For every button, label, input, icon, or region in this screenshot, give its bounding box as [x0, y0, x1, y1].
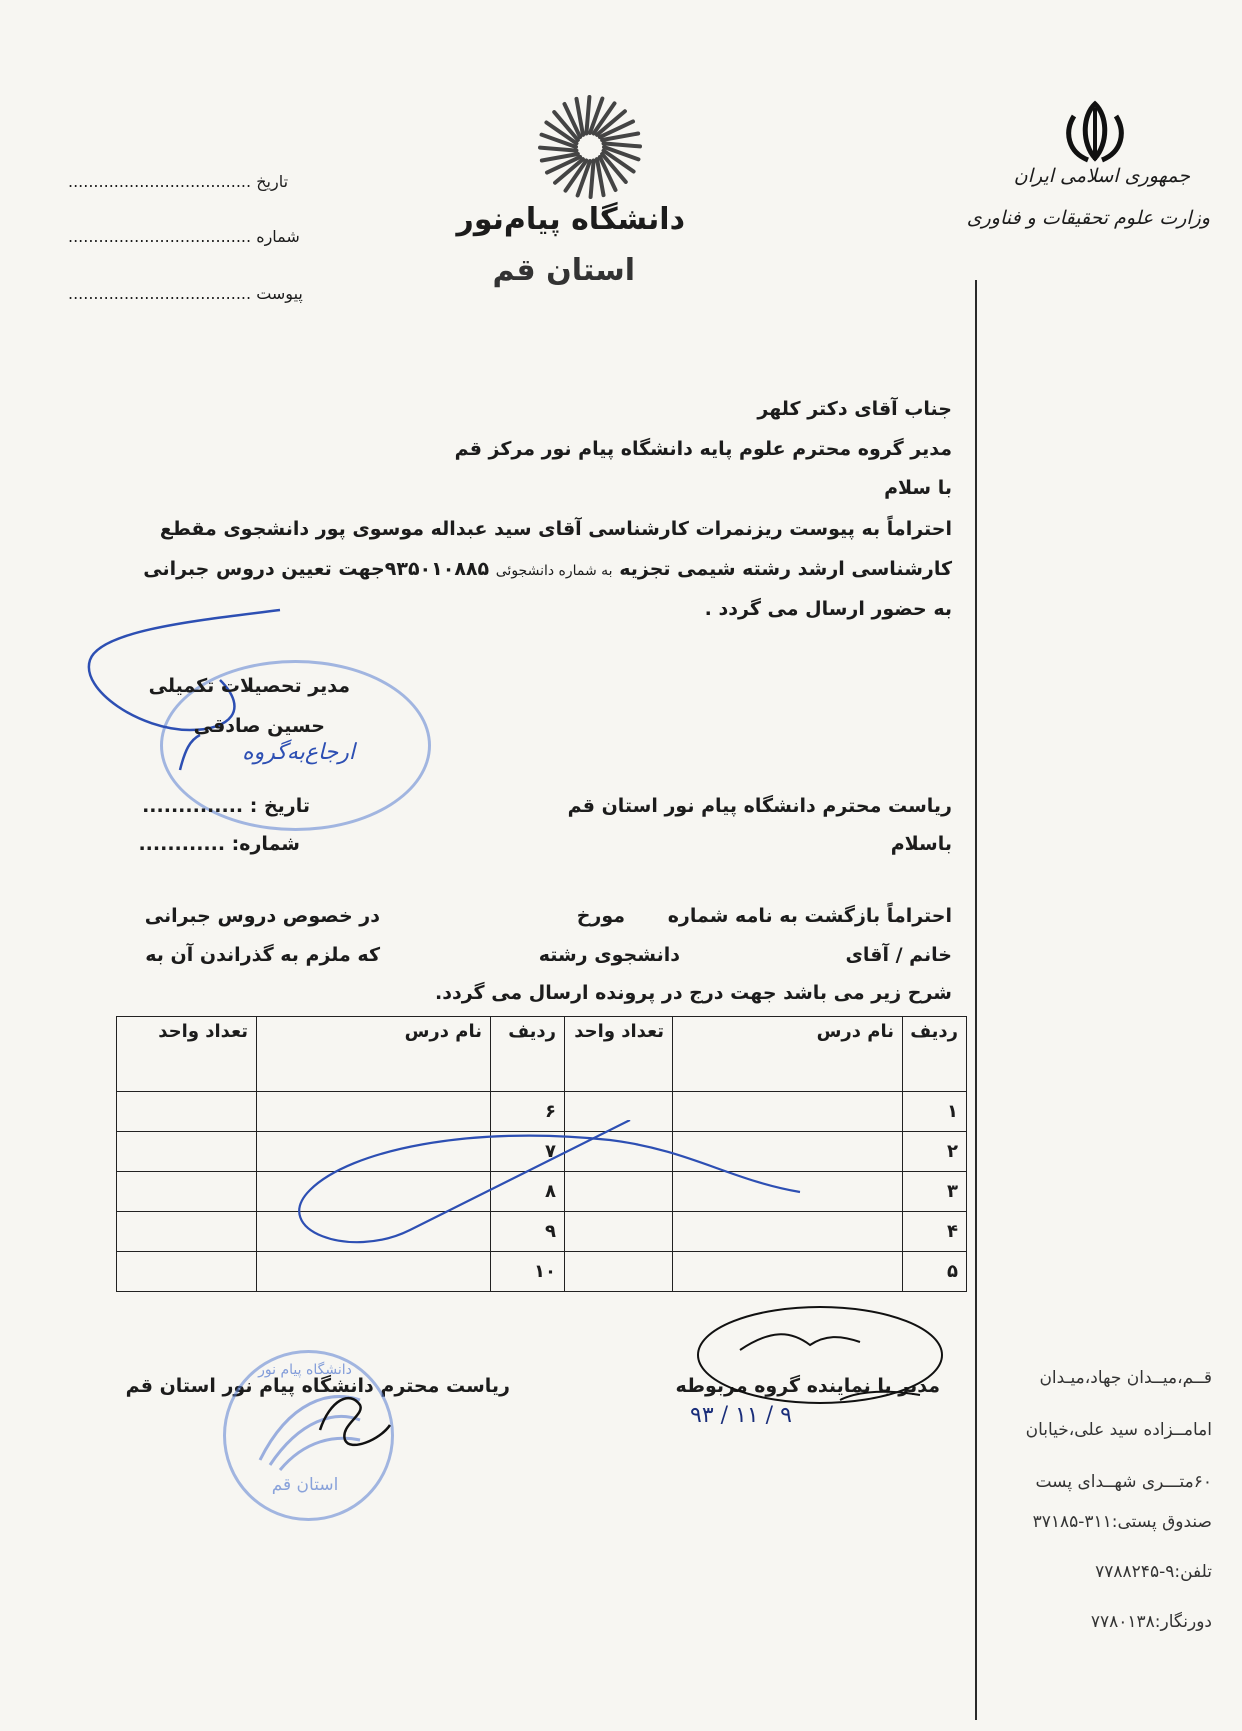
logo-ray — [591, 161, 594, 197]
department-signature-icon — [690, 1290, 950, 1420]
handwritten-date: ۹۳ / ۱۱ / ۹ — [690, 1403, 792, 1428]
stamp-ring-text: دانشگاه پیام نور — [258, 1362, 352, 1378]
col-header-course-2: نام درس — [257, 1017, 491, 1092]
paragraph-line-1: احتراماً به پیوست ریزنمرات کارشناسی آقای سید عبداله موسوی پور دانشجوی مقطع — [159, 518, 952, 540]
university-name: دانشگاه پیام‌نور — [456, 202, 685, 237]
greeting: با سلام — [884, 477, 952, 499]
table-cell — [117, 1092, 257, 1132]
right-signer-title: مدیر یا نماینده گروه مربوطه — [675, 1375, 940, 1397]
ir-ministry-text: وزارت علوم تحقیقات و فناوری — [966, 207, 1210, 229]
recipient: مدیر گروه محترم علوم پایه دانشگاه پیام نور مرکز قم — [454, 438, 952, 460]
iran-emblem-icon — [1060, 98, 1130, 168]
table-cell: ۶ — [491, 1092, 565, 1132]
strike-through-squiggle-icon — [290, 1120, 810, 1250]
address-line-3: ۶۰متـــری شهــدای پست — [1035, 1472, 1212, 1492]
address-fax: دورنگار:۷۷۸۰۱۳۸ — [1090, 1612, 1212, 1632]
handwritten-referral: ارجاع‌به‌گروه — [242, 740, 355, 765]
table-cell — [257, 1252, 491, 1292]
reply-greeting: باسلام — [890, 833, 952, 855]
col-header-units-2: تعداد واحد — [117, 1017, 257, 1092]
left-signer-title: ریاست محترم دانشگاه پیام نور استان قم — [125, 1375, 510, 1397]
stamp-province-text: استان قم — [271, 1475, 339, 1495]
col-header-row-no-2: ردیف — [491, 1017, 565, 1092]
reply-line2-right: خانم / آقای — [845, 944, 952, 966]
address-line-1: قــم،میــدان جهاد،میـدان — [1039, 1368, 1212, 1388]
reply-date: تاریخ : .............. — [142, 795, 310, 817]
salutation: جناب آقای دکتر کلهر — [757, 398, 952, 420]
table-cell — [117, 1172, 257, 1212]
table-cell: ۵ — [903, 1252, 967, 1292]
reply-line3: شرح زیر می باشد جهت درج در پرونده ارسال می گردد. — [435, 982, 952, 1004]
province-name: استان قم — [492, 253, 635, 288]
table-cell: ۷ — [491, 1132, 565, 1172]
col-header-row-no-1: ردیف — [903, 1017, 967, 1092]
table-row — [117, 1252, 967, 1292]
attachment-field: .................................... پیوست — [68, 284, 303, 303]
address-line-2: امامــزاده سید علی،خیابان — [1025, 1420, 1212, 1440]
table-cell: ۴ — [903, 1212, 967, 1252]
table-cell — [117, 1212, 257, 1252]
reply-line1-mid: مورخ — [576, 905, 625, 927]
address-line-4: صندوق پستی:۳۱۱-۳۷۱۸۵ — [1032, 1512, 1212, 1532]
col-header-units-1: تعداد واحد — [565, 1017, 673, 1092]
address-phone: تلفن:۹-۷۷۸۸۲۴۵ — [1095, 1562, 1212, 1582]
table-cell — [565, 1252, 673, 1292]
col-header-course-1: نام درس — [673, 1017, 903, 1092]
table-cell: ۱۰ — [491, 1252, 565, 1292]
reply-line2-left: که ملزم به گذراندن آن به — [145, 944, 380, 966]
table-cell: ۹ — [491, 1212, 565, 1252]
reply-line1-left: در خصوص دروس جبرانی — [144, 905, 380, 927]
signer-name: حسین صادقی — [193, 715, 325, 737]
pnu-logo-icon — [535, 92, 645, 202]
table-cell — [117, 1132, 257, 1172]
ir-republic-text: جمهوری اسلامی ایران — [1013, 165, 1190, 187]
paragraph-line-2: کارشناسی ارشد رشته شیمی تجزیه به شماره دانشجوئی ۹۳۵۰۱۰۸۸۵جهت تعیین دروس جبرانی — [143, 558, 952, 580]
table-cell: ۳ — [903, 1172, 967, 1212]
logo-ray — [586, 97, 589, 133]
logo-ray — [540, 148, 576, 151]
table-cell — [673, 1252, 903, 1292]
table-cell: ۸ — [491, 1172, 565, 1212]
date-field: .................................... تاریخ — [68, 172, 289, 191]
table-cell — [117, 1252, 257, 1292]
right-margin-rule — [975, 280, 977, 1720]
table-header-row — [117, 1017, 967, 1092]
signer-title: مدیر تحصیلات تکمیلی — [148, 675, 350, 697]
logo-ray — [604, 143, 640, 146]
paragraph-line-3: به حضور ارسال می گردد . — [704, 598, 952, 620]
table-cell: ۲ — [903, 1132, 967, 1172]
number-field: .................................... شماره — [68, 227, 300, 246]
reply-line2-mid: دانشجوی رشته — [538, 944, 680, 966]
reply-number: شماره: ............ — [138, 833, 300, 855]
reply-line1-right: احتراماً بازگشت به نامه شماره — [667, 905, 952, 927]
reply-to: ریاست محترم دانشگاه پیام نور استان قم — [567, 795, 952, 817]
signature-stroke-icon — [80, 600, 440, 800]
president-signature-icon — [300, 1370, 420, 1460]
table-cell: ۱ — [903, 1092, 967, 1132]
